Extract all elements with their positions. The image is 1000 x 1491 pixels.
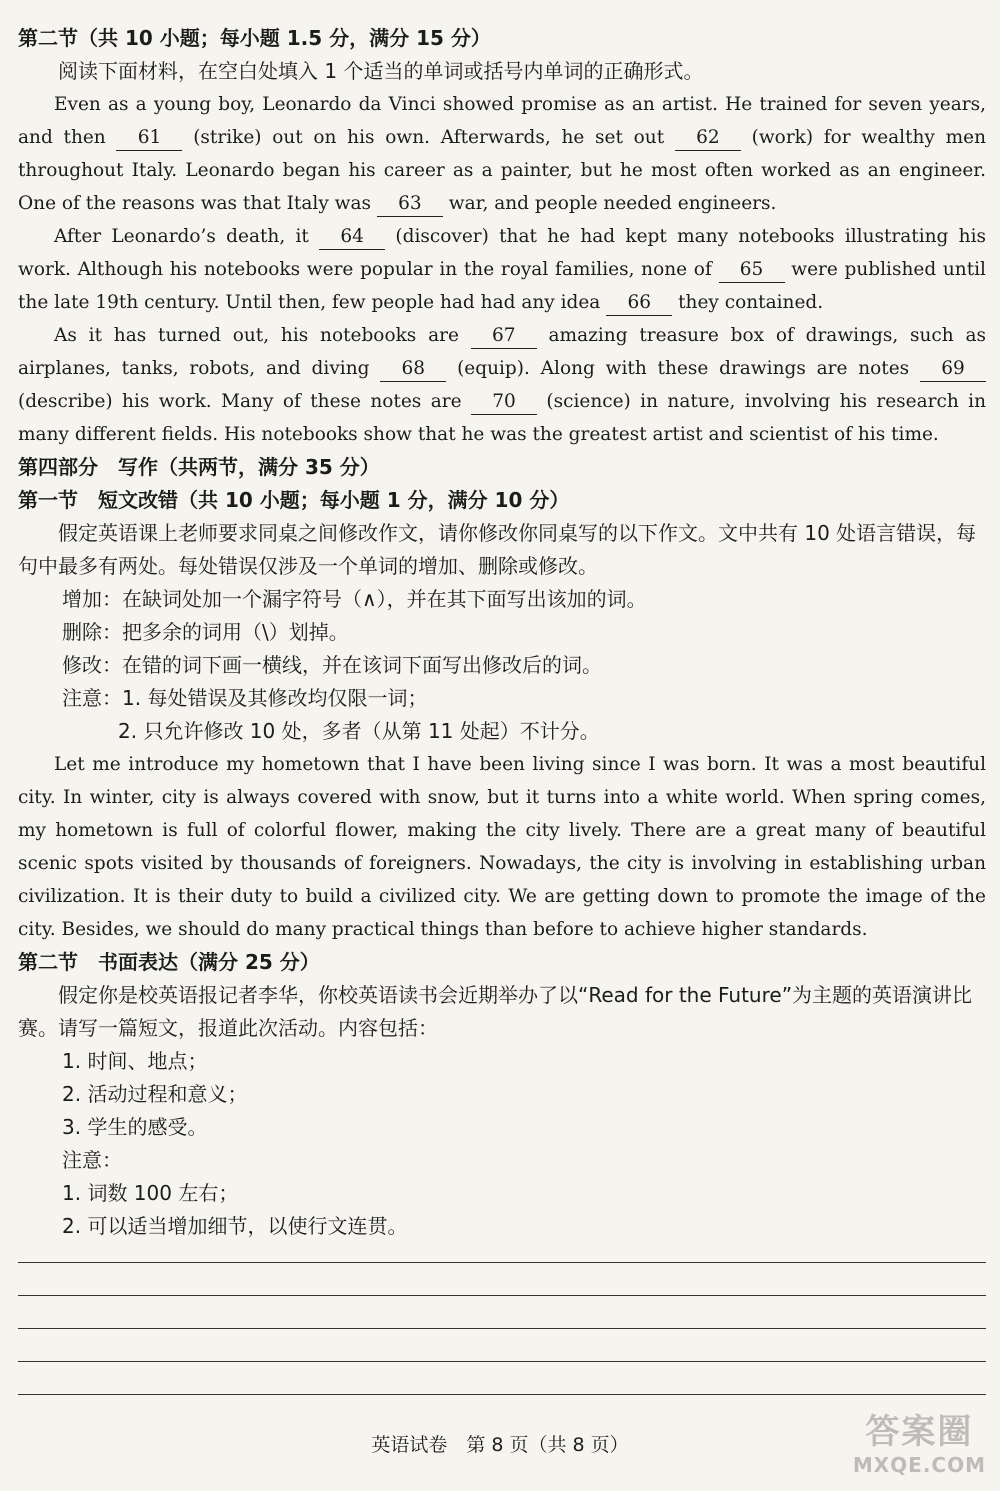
answer-line[interactable]	[18, 1394, 986, 1395]
rule-modify: 修改：在错的词下画一横线，并在该词下面写出修改后的词。	[62, 653, 602, 677]
answer-line[interactable]	[18, 1295, 986, 1296]
blank-64[interactable]: 64	[319, 225, 385, 250]
rule-add: 增加：在缺词处加一个漏字符号（∧），并在其下面写出该加的词。	[62, 587, 647, 611]
answer-line[interactable]	[18, 1328, 986, 1329]
note-2: 2. 只允许修改 10 处，多者（从第 11 处起）不计分。	[118, 719, 600, 743]
answer-lines[interactable]	[18, 1262, 986, 1427]
part-4-title: 第四部分 写作（共两节，满分 35 分）	[18, 455, 380, 479]
blank-65[interactable]: 65	[719, 258, 785, 283]
note-1: 注意：1. 每处错误及其修改均仅限一词；	[62, 686, 428, 710]
blank-62[interactable]: 62	[675, 126, 741, 151]
error-correction-essay: Let me introduce my hometown that I have been living since I was born. It was a most beautiful city. In winter, city is always covered with snow, but it turns into a white world. When spring comes, my hometown is full of colorful flower, making the city lively. There are a great many of beautiful scenic spots visited by thousands of foreigners. Nowadays, the city is involving in establishing urban civilization. It is their duty to build a civilized city. We are getting down to promote the image of the city. Besides, we should do many practical things than before to achieve higher standards.	[18, 754, 986, 940]
blank-67[interactable]: 67	[471, 324, 537, 349]
passage-paragraph-1: Even as a young boy, Leonardo da Vinci showed promise as an artist. He trained for seven years, and then 61 (strike) out on his own. Afterwards, he set out 62 (work) for wealthy men throughout Italy. Leonardo began his career as a painter, but he most often worked as an engineer. One of the reasons was that Italy was 63 war, and people needed engineers.	[18, 88, 986, 220]
section-2-instruction: 阅读下面材料，在空白处填入 1 个适当的单词或括号内单词的正确形式。	[58, 59, 704, 83]
part-4-section-1-title: 第一节 短文改错（共 10 小题；每小题 1 分，满分 10 分）	[18, 488, 570, 512]
rule-delete: 删除：把多余的词用（\）划掉。	[62, 620, 349, 644]
page-footer: 英语试卷 第 8 页（共 8 页）	[371, 1434, 629, 1456]
blank-70[interactable]: 70	[471, 390, 537, 415]
section-2-title: 第二节（共 10 小题；每小题 1.5 分，满分 15 分）	[18, 26, 491, 50]
blank-61[interactable]: 61	[116, 126, 182, 151]
part-4-section-2-title: 第二节 书面表达（满分 25 分）	[18, 950, 320, 974]
content-item-1: 1. 时间、地点；	[62, 1049, 208, 1073]
blank-69[interactable]: 69	[920, 357, 986, 382]
watermark-url: MXQE.COM	[852, 1453, 986, 1477]
writing-note-2: 2. 可以适当增加细节，以使行文连贯。	[62, 1214, 408, 1238]
answer-line[interactable]	[18, 1361, 986, 1362]
error-correction-instruction: 假定英语课上老师要求同桌之间修改作文，请你修改你同桌写的以下作文。文中共有 10 处语言错误，每句中最多有两处。每处错误仅涉及一个单词的增加、删除或修改。	[18, 521, 977, 578]
content-item-2: 2. 活动过程和意义；	[62, 1082, 248, 1106]
notes-label: 注意：	[62, 1148, 122, 1172]
blank-66[interactable]: 66	[606, 291, 672, 316]
site-watermark	[853, 1404, 986, 1477]
passage-paragraph-3: As it has turned out, his notebooks are 67 amazing treasure box of drawings, such as airplanes, tanks, robots, and diving 68 (equip). Along with these drawings are notes 69 (describe) his work. Many of these notes are 70 (science) in nature, involving his research in many different fields. His notebooks show that he was the greatest artist and scientist of his time.	[18, 325, 987, 445]
passage-paragraph-2: After Leonardo’s death, it 64 (discover) that he had kept many notebooks illustrating his work. Although his notebooks were popular in the royal families, none of 65 were published until the late 19th century. Until then, few people had had any idea 66 they contained.	[18, 220, 986, 319]
writing-note-1: 1. 词数 100 左右；	[62, 1181, 239, 1205]
blank-68[interactable]: 68	[380, 357, 446, 382]
content-item-3: 3. 学生的感受。	[62, 1115, 208, 1139]
watermark-logo-text: 答案圈	[865, 1412, 974, 1452]
answer-line[interactable]	[18, 1262, 986, 1263]
blank-63[interactable]: 63	[377, 192, 443, 217]
writing-instruction: 假定你是校英语报记者李华，你校英语读书会近期举办了以“Read for the Future”为主题的英语演讲比赛。请写一篇短文，报道此次活动。内容包括：	[18, 983, 973, 1040]
exam-page	[18, 22, 986, 1243]
